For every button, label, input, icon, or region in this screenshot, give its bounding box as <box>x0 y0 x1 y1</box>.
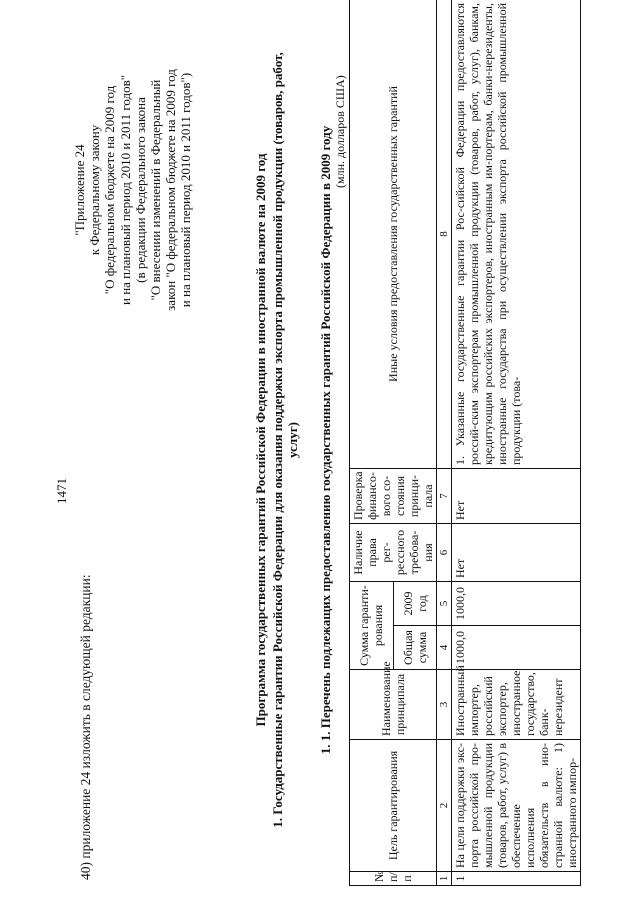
appendix-line: "О внесении изменений в Федеральный <box>148 79 164 301</box>
page-number: 1471 <box>54 478 69 504</box>
table-header-row <box>350 0 394 886</box>
cell-check: Нет <box>452 469 581 524</box>
cell-recourse: Нет <box>452 524 581 582</box>
table-row <box>452 0 581 886</box>
appendix-line: "О федеральном бюджете на 2009 год <box>102 85 118 295</box>
header-sum-2009: 2009 год <box>393 582 437 626</box>
cell-purpose: На цели поддержки экс-порта российской про-мышленной продукции (товаров, работ, услуг) в обеспечение исполнения обязательств в ино-странной валюте: 1) иностранного импор- <box>452 740 581 872</box>
guarantees-table <box>349 0 581 886</box>
units-label: (млн. долларов США) <box>333 75 347 188</box>
program-title: Программа государственных гарантий Российской Федерации в иностранной валюте на 2009 год <box>253 153 268 727</box>
appendix-line: "Приложение 24 <box>72 144 87 236</box>
appendix-line: закон "О федеральном бюджете на 2009 год <box>163 69 179 311</box>
column-number: 3 <box>437 670 452 740</box>
appendix-line: (в редакции Федерального закона <box>132 97 148 283</box>
appendix-header <box>72 0 194 380</box>
header-num: № п/п <box>350 872 437 886</box>
appendix-line: и на плановый период 2010 и 2011 годов" <box>117 74 133 306</box>
header-check: Проверка финансо-вого со-стояния принци-пала <box>350 469 437 524</box>
column-number: 7 <box>437 469 452 524</box>
subsection-title: 1. 1. Перечень подлежащих предоставлению государственных гарантий Российской Федерации в 2009 году <box>318 125 333 755</box>
column-number: 2 <box>437 740 452 872</box>
header-other: Иные условия предоставления государственных гарантий <box>350 0 437 469</box>
column-number: 4 <box>437 626 452 670</box>
column-number: 6 <box>437 524 452 582</box>
column-number: 5 <box>437 582 452 626</box>
cell-other-conditions: 1. Указанные государственные гарантии Рос-сийской Федерации предоставляются россий-ским экспортерам промышленной продукции (товаров, работ, услуг), банкам, кредитующим российских экспортеров, иностранным им-портерам, банки-нерезиденты, иностранные государства при осуществлении экспорта российской промышленной продукции (това- <box>452 0 581 469</box>
section-title: 1. Государственные гарантии Российской Федерации для оказания поддержки экспорта промышленной продукции (товаров, работ, услуг) <box>270 52 300 828</box>
edit-intro-line: 40) приложение 24 изложить в следующей редакции: <box>78 574 93 880</box>
column-number: 1 <box>437 872 452 886</box>
header-sum-group: Сумма гаранти-рования <box>350 582 394 670</box>
cell-sum-total: 1000,0 <box>452 626 581 670</box>
cell-sum-2009: 1000,0 <box>452 582 581 626</box>
header-purpose: Цель гарантирования <box>350 740 437 872</box>
column-number: 8 <box>437 0 452 469</box>
cell-principal: Иностранный импортер, российский экспортер, иностранное государство, банк-нерезидент <box>452 670 581 740</box>
appendix-line: и на плановый период 2010 и 2011 годов") <box>178 72 194 308</box>
column-number-row <box>437 0 452 886</box>
header-sum-total: Общая сумма <box>393 626 437 670</box>
cell-num: 1 <box>452 872 581 886</box>
header-recourse: Наличие права рег-рессного требова-ния <box>350 524 437 582</box>
appendix-line: к Федеральному закону <box>87 124 103 256</box>
header-principal: Наименование принципала <box>350 670 437 740</box>
